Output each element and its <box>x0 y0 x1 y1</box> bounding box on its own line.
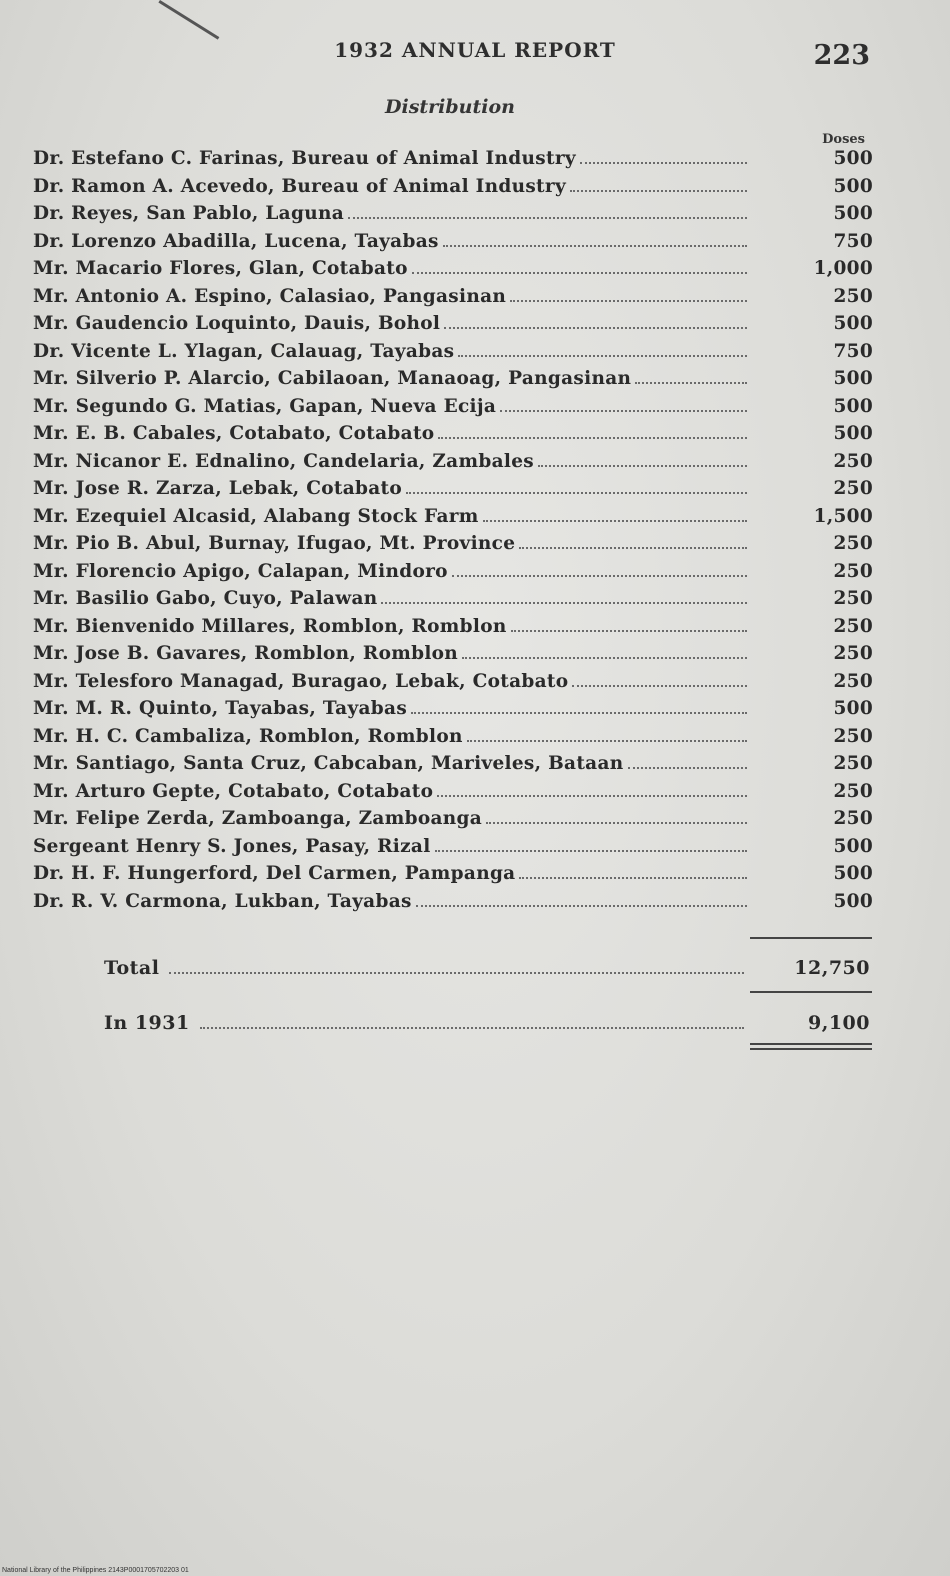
leader-dots <box>437 795 747 797</box>
recipient-name: Mr. Felipe Zerda, Zamboanga, Zamboanga <box>33 808 483 829</box>
leader-dots <box>580 162 747 164</box>
list-item <box>33 561 873 589</box>
list-item <box>33 891 873 919</box>
dose-count: 500 <box>833 368 873 389</box>
list-item <box>33 671 873 699</box>
leader-dots <box>412 272 747 274</box>
page-number: 223 <box>813 40 870 71</box>
list-item <box>33 396 873 424</box>
recipient-name: Mr. Santiago, Santa Cruz, Cabcaban, Mariveles, Bataan <box>33 753 624 774</box>
leader-dots <box>416 905 747 907</box>
dose-count: 750 <box>833 230 873 252</box>
prior-rule <box>750 991 872 993</box>
dose-count: 500 <box>833 863 873 884</box>
dose-count: 250 <box>833 780 873 802</box>
dose-count: 500 <box>833 698 873 719</box>
recipient-name: Dr. R. V. Carmona, Lukban, Tayabas <box>33 890 412 912</box>
section-title: Distribution <box>385 96 515 118</box>
list-item <box>33 588 873 616</box>
recipient-name: Mr. E. B. Cabales, Cotabato, Cotabato <box>33 423 435 444</box>
recipient-name: Mr. Antonio A. Espino, Calasiao, Pangasinan <box>33 285 507 307</box>
list-item <box>33 836 873 864</box>
dose-count: 250 <box>833 808 873 829</box>
leader-dots <box>169 972 744 974</box>
list-item <box>33 698 873 726</box>
leader-dots <box>635 382 747 384</box>
leader-dots <box>511 630 747 632</box>
leader-dots <box>435 850 747 852</box>
leader-dots <box>628 767 747 769</box>
list-item <box>33 533 873 561</box>
list-item <box>33 176 873 204</box>
recipient-name: Mr. H. C. Cambaliza, Romblon, Romblon <box>33 725 463 747</box>
recipient-name: Mr. M. R. Quinto, Tayabas, Tayabas <box>33 698 408 719</box>
leader-dots <box>411 712 747 714</box>
distribution-list <box>33 148 873 918</box>
leader-dots <box>458 355 747 357</box>
dose-count: 500 <box>833 175 873 197</box>
list-item <box>33 478 873 506</box>
dose-count: 250 <box>833 753 873 774</box>
prior-year-label: In 1931 <box>104 1012 190 1034</box>
dose-count: 250 <box>833 560 873 582</box>
leader-dots <box>381 602 747 604</box>
list-item <box>33 423 873 451</box>
list-item <box>33 203 873 231</box>
list-item <box>33 781 873 809</box>
recipient-name: Sergeant Henry S. Jones, Pasay, Rizal <box>33 835 431 857</box>
leader-dots <box>406 492 747 494</box>
recipient-name: Mr. Bienvenido Millares, Romblon, Romblon <box>33 615 507 637</box>
list-item <box>33 313 873 341</box>
dose-count: 250 <box>833 588 873 609</box>
leader-dots <box>519 877 747 879</box>
list-item <box>33 286 873 314</box>
dose-count: 250 <box>833 285 873 307</box>
leader-dots <box>452 575 747 577</box>
dose-count: 500 <box>833 890 873 912</box>
dose-count: 500 <box>833 395 873 417</box>
dose-count: 250 <box>833 478 873 499</box>
leader-dots <box>483 520 747 522</box>
dose-count: 500 <box>833 148 873 169</box>
report-title: 1932 ANNUAL REPORT <box>334 38 616 62</box>
dose-count: 500 <box>833 203 873 224</box>
total-label: Total <box>104 957 160 979</box>
doses-column-header: Doses <box>822 132 865 147</box>
list-item <box>33 616 873 644</box>
leader-dots <box>570 190 747 192</box>
list-item <box>33 258 873 286</box>
dose-count: 250 <box>833 670 873 692</box>
list-item <box>33 808 873 836</box>
archive-footer: National Library of the Philippines 2143P0001705702203 01 <box>2 1567 189 1574</box>
recipient-name: Mr. Silverio P. Alarcio, Cabilaoan, Manaoag, Pangasinan <box>33 368 632 389</box>
total-value: 12,750 <box>794 957 870 979</box>
recipient-name: Mr. Macario Flores, Glan, Cotabato <box>33 258 408 279</box>
recipient-name: Dr. Ramon A. Acevedo, Bureau of Animal Industry <box>33 175 566 197</box>
total-row <box>104 957 870 979</box>
page-scratch-mark <box>158 0 219 40</box>
dose-count: 1,000 <box>813 258 873 279</box>
dose-count: 500 <box>833 423 873 444</box>
double-rule-top <box>750 1043 872 1045</box>
leader-dots <box>443 245 747 247</box>
list-item <box>33 148 873 176</box>
recipient-name: Mr. Nicanor E. Ednalino, Candelaria, Zambales <box>33 450 534 472</box>
recipient-name: Mr. Ezequiel Alcasid, Alabang Stock Farm <box>33 505 479 527</box>
list-item <box>33 506 873 534</box>
leader-dots <box>519 547 747 549</box>
leader-dots <box>486 822 747 824</box>
leader-dots <box>348 217 747 219</box>
list-item <box>33 231 873 259</box>
leader-dots <box>510 300 747 302</box>
leader-dots <box>538 465 747 467</box>
total-rule <box>750 937 872 939</box>
list-item <box>33 451 873 479</box>
list-item <box>33 726 873 754</box>
recipient-name: Mr. Telesforo Managad, Buragao, Lebak, Cotabato <box>33 670 569 692</box>
prior-year-row <box>104 1012 870 1034</box>
dose-count: 500 <box>833 835 873 857</box>
leader-dots <box>200 1027 744 1029</box>
prior-year-value: 9,100 <box>808 1012 870 1034</box>
list-item <box>33 643 873 671</box>
list-item <box>33 753 873 781</box>
leader-dots <box>444 327 747 329</box>
list-item <box>33 341 873 369</box>
recipient-name: Mr. Jose R. Zarza, Lebak, Cotabato <box>33 478 402 499</box>
dose-count: 1,500 <box>813 505 873 527</box>
recipient-name: Mr. Segundo G. Matias, Gapan, Nueva Ecija <box>33 395 497 417</box>
dose-count: 250 <box>833 643 873 664</box>
leader-dots <box>438 437 747 439</box>
recipient-name: Mr. Arturo Gepte, Cotabato, Cotabato <box>33 780 434 802</box>
dose-count: 750 <box>833 340 873 362</box>
list-item <box>33 863 873 891</box>
recipient-name: Mr. Basilio Gabo, Cuyo, Palawan <box>33 588 378 609</box>
recipient-name: Dr. Reyes, San Pablo, Laguna <box>33 203 344 224</box>
recipient-name: Mr. Pio B. Abul, Burnay, Ifugao, Mt. Province <box>33 533 516 554</box>
dose-count: 250 <box>833 615 873 637</box>
leader-dots <box>572 685 747 687</box>
recipient-name: Dr. Vicente L. Ylagan, Calauag, Tayabas <box>33 340 455 362</box>
recipient-name: Dr. Lorenzo Abadilla, Lucena, Tayabas <box>33 230 439 252</box>
dose-count: 250 <box>833 725 873 747</box>
recipient-name: Dr. H. F. Hungerford, Del Carmen, Pampanga <box>33 863 516 884</box>
double-rule-bottom <box>750 1048 872 1050</box>
list-item <box>33 368 873 396</box>
recipient-name: Mr. Florencio Apigo, Calapan, Mindoro <box>33 560 448 582</box>
leader-dots <box>500 410 747 412</box>
recipient-name: Dr. Estefano C. Farinas, Bureau of Animal Industry <box>33 148 576 169</box>
dose-count: 250 <box>833 450 873 472</box>
leader-dots <box>462 657 747 659</box>
recipient-name: Mr. Jose B. Gavares, Romblon, Romblon <box>33 643 459 664</box>
dose-count: 250 <box>833 533 873 554</box>
recipient-name: Mr. Gaudencio Loquinto, Dauis, Bohol <box>33 313 441 334</box>
dose-count: 500 <box>833 313 873 334</box>
leader-dots <box>467 740 747 742</box>
